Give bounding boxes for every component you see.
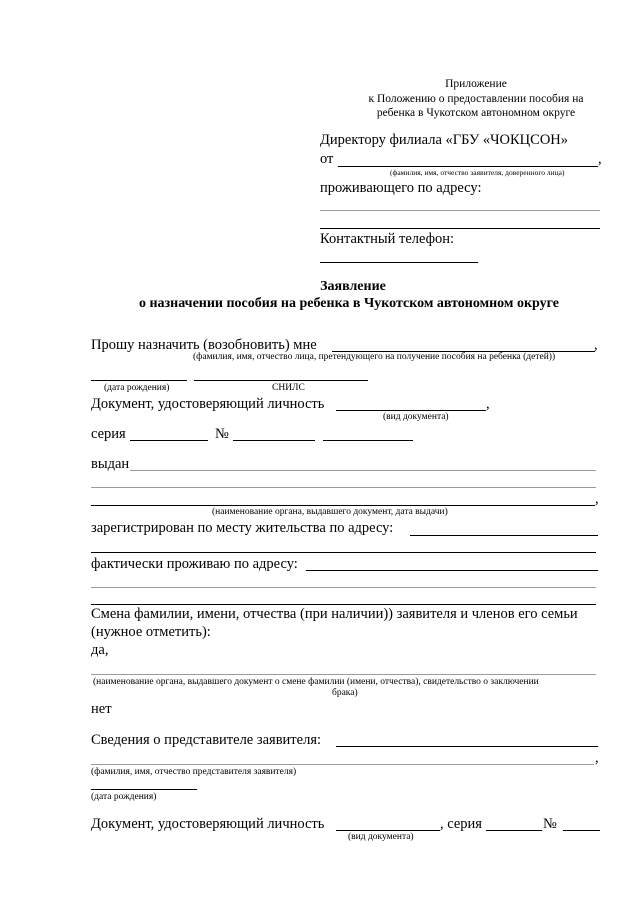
rep-number-field[interactable]: [563, 830, 600, 831]
rep-doc-type-field[interactable]: [336, 830, 440, 831]
from-field[interactable]: [338, 166, 598, 167]
representative-field-1[interactable]: [336, 746, 598, 747]
number-label: №: [215, 426, 229, 442]
rep-doc-caption: (вид документа): [348, 832, 414, 842]
representative-caption: (фамилия, имя, отчество представителя заявителя): [91, 767, 297, 777]
name-change-caption-1: (наименование органа, выдавшего документ о смене фамилии (имени, отчества), свидетельство о заключении: [93, 677, 539, 687]
rep-series-field[interactable]: [486, 830, 542, 831]
address-field-2[interactable]: [320, 228, 600, 229]
phone-field[interactable]: [320, 262, 478, 263]
yes-option[interactable]: да,: [91, 642, 109, 658]
rep-number-label: №: [543, 816, 557, 832]
id-doc-type-field[interactable]: [336, 410, 486, 411]
actual-field-3[interactable]: [91, 604, 596, 605]
registered-label: зарегистрирован по месту жительства по адресу:: [91, 520, 394, 536]
document-title: Заявление: [320, 279, 386, 294]
registered-field-1[interactable]: [410, 535, 598, 536]
issued-field-3[interactable]: [91, 505, 595, 506]
phone-label: Контактный телефон:: [320, 231, 455, 247]
issued-field-1[interactable]: [130, 470, 596, 471]
representative-label: Сведения о представителе заявителя:: [91, 732, 322, 748]
series-field[interactable]: [130, 440, 208, 441]
representative-comma: ,: [595, 750, 599, 766]
birth-date-field[interactable]: [91, 380, 187, 381]
series-label: серия: [91, 426, 126, 442]
actual-field-2[interactable]: [91, 587, 596, 588]
appendix-line-2: к Положению о предоставлении пособия на: [368, 93, 584, 105]
rep-doc-label: Документ, удостоверяющий личность: [91, 816, 325, 832]
document-subtitle: о назначении пособия на ребенка в Чукотском автономном округе: [138, 296, 560, 311]
issued-field-2[interactable]: [91, 487, 596, 488]
snils-field[interactable]: [194, 380, 368, 381]
extra-field[interactable]: [323, 440, 413, 441]
rep-series-label: , серия: [440, 816, 482, 832]
no-option[interactable]: нет: [91, 701, 112, 717]
name-change-line-1: Смена фамилии, имени, отчества (при наличии)) заявителя и членов его семьи: [91, 606, 578, 622]
address-field-1[interactable]: [320, 210, 600, 211]
from-caption: (фамилия, имя, отчество заявителя, доверенного лица): [390, 168, 565, 177]
id-doc-comma: ,: [486, 396, 490, 412]
name-change-caption-2: брака): [332, 688, 358, 698]
appendix-line-3: ребенка в Чукотском автономном округе: [376, 107, 576, 119]
from-label: от: [320, 151, 334, 167]
appendix-title: Приложение: [445, 78, 507, 90]
name-change-line-2: (нужное отметить):: [91, 624, 211, 640]
addressee-director: Директору филиала «ГБУ «ЧОКЦСОН»: [320, 132, 569, 148]
request-comma: ,: [594, 337, 598, 353]
id-doc-caption: (вид документа): [383, 412, 449, 422]
actual-field-1[interactable]: [306, 570, 598, 571]
number-field[interactable]: [233, 440, 315, 441]
issued-caption: (наименование органа, выдавшего документ, дата выдачи): [212, 507, 448, 517]
snils-caption: СНИЛС: [272, 383, 305, 393]
representative-field-2[interactable]: [91, 764, 594, 765]
issued-comma: ,: [595, 491, 599, 507]
rep-birth-date-field[interactable]: [91, 789, 197, 790]
request-label: Прошу назначить (возобновить) мне: [91, 337, 317, 353]
issued-label: выдан: [91, 456, 130, 472]
name-change-field[interactable]: [91, 674, 596, 675]
birth-date-caption: (дата рождения): [104, 383, 170, 393]
from-comma: ,: [598, 151, 602, 167]
request-caption: (фамилия, имя, отчество лица, претендующего на получение пособия на ребенка (детей)): [193, 352, 556, 362]
actual-label: фактически проживаю по адресу:: [91, 556, 298, 572]
rep-birth-date-caption: (дата рождения): [91, 792, 157, 802]
id-doc-label: Документ, удостоверяющий личность: [91, 396, 325, 412]
registered-field-2[interactable]: [91, 552, 596, 553]
residing-label: проживающего по адресу:: [320, 180, 482, 196]
